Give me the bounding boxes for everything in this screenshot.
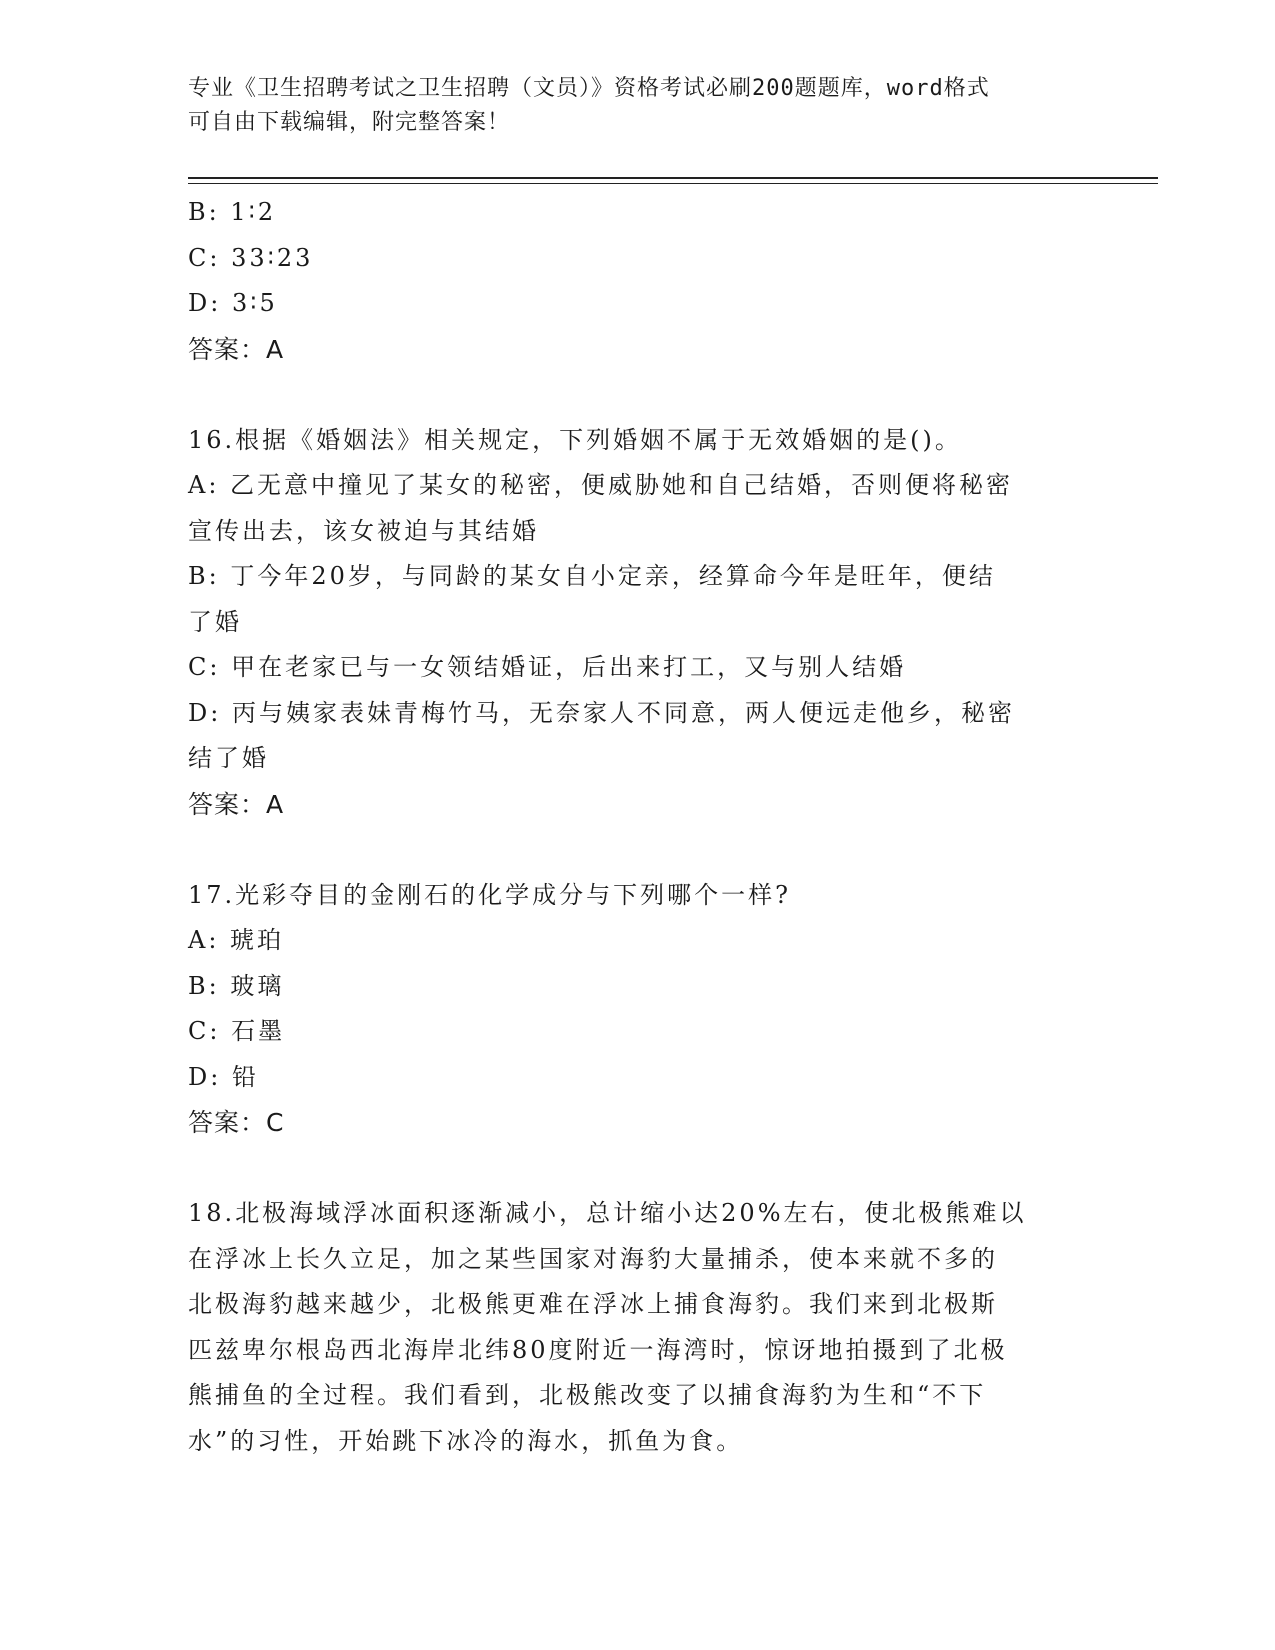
question-16-option-d-line-1: D: 丙与姨家表妹青梅竹马，无奈家人不同意，两人便远走他乡，秘密 (188, 698, 1015, 727)
question-17-option-a: A: 琥珀 (188, 926, 285, 954)
question-17-option-c: C: 石墨 (188, 1017, 286, 1045)
document-header (188, 72, 1068, 140)
question-16-option-b-line-1: B: 丁今年20岁，与同龄的某女自小定亲，经算命今年是旺年，便结 (188, 562, 996, 590)
question-16-option-c: C: 甲在老家已与一女领结婚证，后出来打工，又与别人结婚 (188, 653, 907, 681)
header-divider-thick (188, 177, 1158, 179)
question-16-option-b-line-2: 了婚 (188, 607, 242, 636)
header-title-line-1: 专业《卫生招聘考试之卫生招聘（文员）》资格考试必刷200题题库，word格式 (188, 76, 990, 101)
question-18-stem-line-5: 熊捕鱼的全过程。我们看到，北极熊改变了以捕食海豹为生和“不下 (188, 1381, 987, 1409)
question-16-option-a-line-2: 宣传出去，该女被迫与其结婚 (188, 516, 539, 545)
question-17-answer: 答案：C (188, 1108, 285, 1137)
question-15-tail (188, 190, 1088, 372)
question-16-option-d-line-2: 结了婚 (188, 744, 269, 772)
question-15-option-c: C: 33∶23 (188, 243, 314, 272)
spacer (188, 1146, 1088, 1192)
question-18-stem-line-6: 水”的习性，开始跳下冰冷的海水，抓鱼为食。 (188, 1426, 744, 1455)
question-17-option-d: D: 铅 (188, 1062, 259, 1091)
question-15-option-b: B: 1∶2 (188, 198, 277, 226)
question-17-stem: 17.光彩夺目的金刚石的化学成分与下列哪个一样? (188, 880, 792, 909)
spacer (188, 372, 1088, 418)
question-18-stem-line-1: 18.北极海域浮冰面积逐渐减小，总计缩小达20%左右，使北极熊难以 (188, 1199, 1027, 1227)
question-16 (188, 418, 1088, 828)
question-18-stem-line-2: 在浮冰上长久立足，加之某些国家对海豹大量捕杀，使本来就不多的 (188, 1244, 998, 1273)
question-16-stem: 16.根据《婚姻法》相关规定，下列婚姻不属于无效婚姻的是()。 (188, 425, 962, 454)
question-17-option-b: B: 玻璃 (188, 971, 285, 1000)
header-divider-thin (188, 183, 1158, 184)
question-18-stem-line-4: 匹兹卑尔根岛西北海岸北纬80度附近一海湾时，惊讶地拍摄到了北极 (188, 1335, 1008, 1364)
question-15-option-d: D: 3∶5 (188, 289, 278, 317)
question-16-option-a-line-1: A: 乙无意中撞见了某女的秘密，便威胁她和自己结婚，否则便将秘密 (188, 471, 1014, 499)
question-16-answer: 答案：A (188, 789, 285, 819)
spacer (188, 827, 1088, 873)
question-17 (188, 873, 1088, 1146)
question-15-answer: 答案：A (188, 334, 285, 364)
question-18 (188, 1191, 1088, 1464)
question-content (188, 190, 1088, 1464)
question-18-stem-line-3: 北极海豹越来越少，北极熊更难在浮冰上捕食海豹。我们来到北极斯 (188, 1290, 998, 1318)
header-title-line-2: 可自由下载编辑，附完整答案！ (188, 110, 511, 135)
